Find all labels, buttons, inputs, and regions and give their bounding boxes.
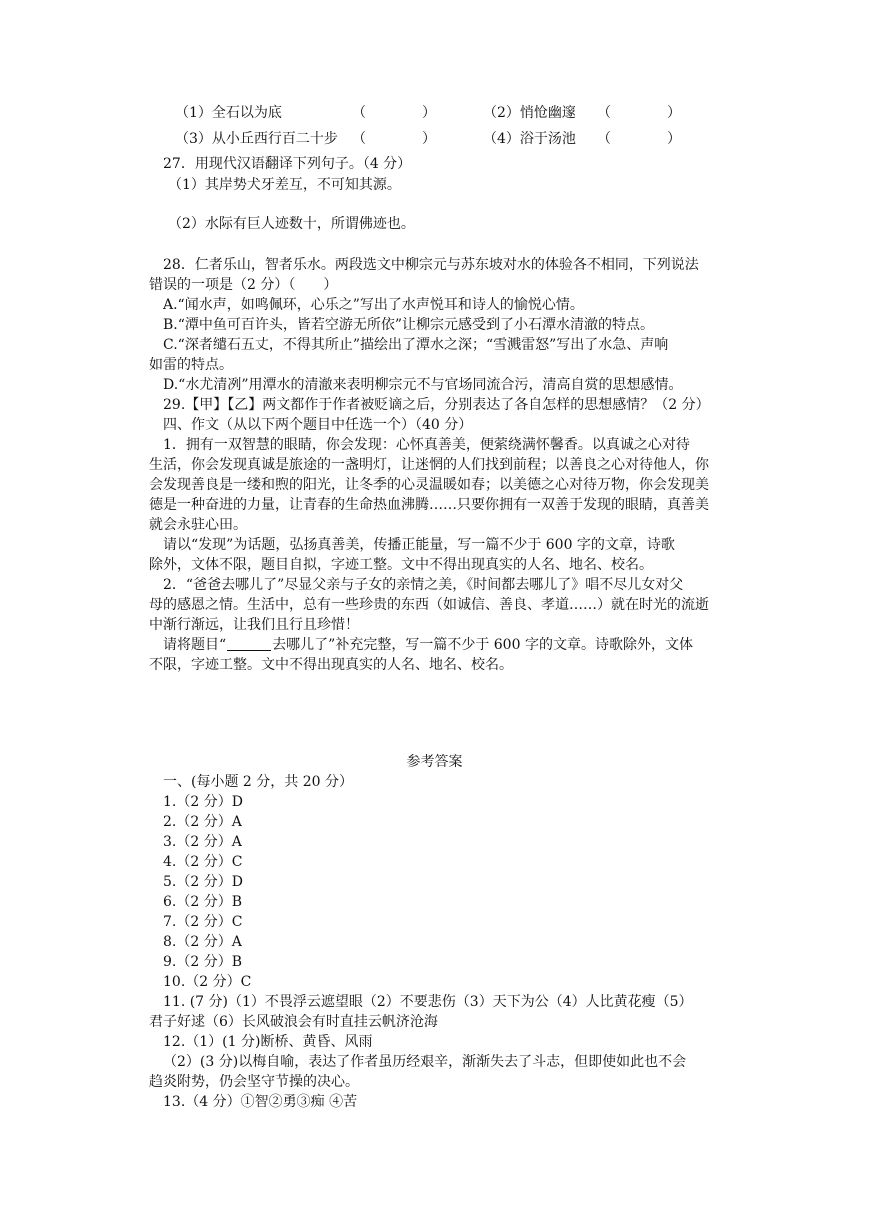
question-28-stem: 28．仁者乐山，智者乐水。两段选文中柳宗元与苏东坡对水的体验各不相同，下列说法: [163, 257, 699, 273]
answer-item: 8.（2 分）A: [163, 934, 242, 950]
essay-topic-1-instruction: 请以“发现”为话题，弘扬真善美，传播正能量，写一篇不少于 600 字的文章，诗歌: [163, 537, 675, 553]
essay-topic-1-line: 1．拥有一双智慧的眼睛，你会发现：心怀真善美，便萦绕满怀馨香。以真诚之心对待: [163, 437, 690, 453]
question-28-option-c-cont: 如雷的特点。: [149, 357, 233, 373]
question-28-option-a: A.“闻水声，如鸣佩环，心乐之”写出了水声悦耳和诗人的愉悦心情。: [163, 297, 584, 313]
title-blank: [227, 636, 271, 651]
question-27-stem: 27．用现代汉语翻译下列句子。（4 分）: [163, 156, 412, 172]
answer-paren: （ ）: [352, 131, 436, 147]
answer-11-cont: 君子好逑（6）长风破浪会有时直挂云帆济沧海: [149, 1014, 438, 1030]
question-29: 29.【甲】【乙】两文都作于作者被贬谪之后，分别表达了各自怎样的思想感情？（2 分）: [163, 397, 710, 413]
vocab-item-1: （1）全石以为底: [175, 105, 282, 121]
answers-title: 参考答案: [406, 754, 463, 770]
answer-paren: （ ）: [352, 105, 436, 121]
question-27-sentence-1: （1）其岸势犬牙差互，不可知其源。: [168, 177, 401, 193]
answer-item: 9.（2 分）B: [163, 954, 243, 970]
essay-topic-1-line: 就会永驻心田。: [149, 517, 247, 533]
answers-section-1: 一、(每小题 2 分，共 20 分）: [163, 774, 353, 790]
essay-topic-2-instruction: 请将题目“ 去哪儿了”补充完整，写一篇不少于 600 字的文章。诗歌除外，文体: [163, 637, 693, 653]
answer-item: 2.（2 分）A: [163, 814, 242, 830]
answer-12-part-2-cont: 趋炎附势，仍会坚守节操的决心。: [149, 1074, 359, 1090]
answer-item: 6.（2 分）B: [163, 894, 243, 910]
vocab-item-4: （4）浴于汤池: [483, 131, 576, 147]
essay-topic-2-instruction: 不限，字迹工整。文中不得出现真实的人名、地名、校名。: [149, 657, 513, 673]
essay-topic-2-line: 2．“爸爸去哪儿了”尽显父亲与子女的亲情之美，《时间都去哪儿了》唱不尽儿女对父: [163, 577, 684, 593]
answer-item: 7.（2 分）C: [163, 914, 243, 930]
answer-11: 11. (7 分)（1）不畏浮云遮望眼（2）不要悲伤（3）天下为公（4）人比黄花瘦（5）: [163, 994, 693, 1010]
answer-paren: （ ）: [597, 105, 681, 121]
essay-topic-1-line: 生活，你会发现真诚是旅途的一盏明灯，让迷惘的人们找到前程；以善良之心对待他人，你: [149, 457, 709, 473]
question-27-sentence-2: （2）水际有巨人迹数十，所谓佛迹也。: [168, 216, 415, 232]
answer-12-part-2: （2）(3 分)以梅自喻，表达了作者虽历经艰辛，渐渐失去了斗志，但即使如此也不会: [163, 1054, 687, 1070]
question-28-option-b: B.“潭中鱼可百许头，皆若空游无所依”让柳宗元感受到了小石潭水清澈的特点。: [163, 317, 655, 333]
essay-topic-1-line: 德是一种奋进的力量，让青春的生命热血沸腾……只要你拥有一双善于发现的眼睛，真善美: [149, 497, 709, 513]
answer-item: 4.（2 分）C: [163, 854, 243, 870]
vocab-item-2: （2）悄怆幽邃: [483, 105, 576, 121]
question-28-option-d: D.“水尤清冽”用潭水的清澈来表明柳宗元不与官场同流合污，清高自赏的思想感情。: [163, 377, 683, 393]
essay-topic-2-line: 母的感恩之情。生活中，总有一些珍贵的东西（如诚信、善良、孝道……）就在时光的流逝: [149, 597, 709, 613]
answer-item: 3.（2 分）A: [163, 834, 242, 850]
essay-topic-2-line: 中渐行渐远，让我们且行且珍惜！: [149, 617, 359, 633]
answer-item: 5.（2 分）D: [163, 874, 243, 890]
essay-topic-1-line: 会发现善良是一缕和煦的阳光，让冬季的心灵温暖如春；以美德之心对待万物，你会发现美: [149, 477, 709, 493]
essay-topic-1-instruction: 除外，文体不限，题目自拟，字迹工整。文中不得出现真实的人名、地名、校名。: [149, 557, 653, 573]
vocab-item-3: （3）从小丘西行百二十步: [175, 131, 338, 147]
answer-12: 12.（1）(1 分)断桥、黄昏、风雨: [163, 1034, 373, 1050]
answer-paren: （ ）: [597, 131, 681, 147]
essay-heading: 四、作文（从以下两个题目中任选一个）（40 分）: [163, 417, 473, 433]
question-28-stem-cont: 错误的一项是（2 分）（ ）: [149, 277, 338, 293]
answer-item: 1.（2 分）D: [163, 794, 243, 810]
answer-item: 10.（2 分）C: [163, 974, 252, 990]
question-28-option-c: C.“深者缱石五丈，不得其所止”描绘出了潭水之深；“雪溅雷怒”写出了水急、声响: [163, 337, 669, 353]
answer-13: 13.（4 分）①智②勇③痴 ④苦: [163, 1094, 358, 1110]
